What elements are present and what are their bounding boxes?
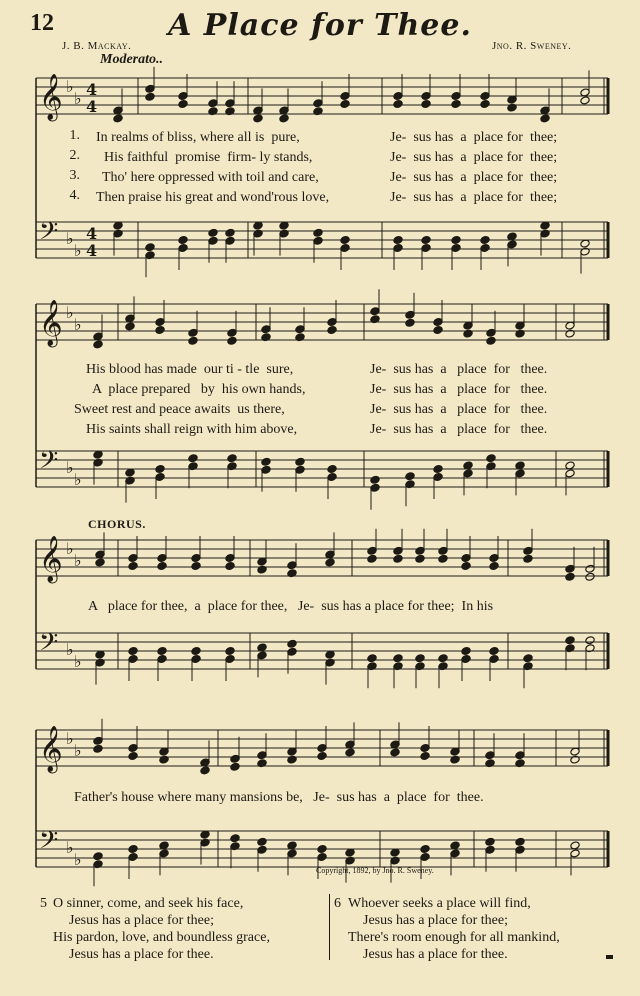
lyricist-credit: J. B. Mackay. bbox=[62, 40, 132, 52]
note-head bbox=[451, 100, 461, 109]
note-head bbox=[125, 322, 135, 331]
note-head bbox=[253, 114, 263, 123]
bass-clef-icon: 𝄢 bbox=[39, 446, 59, 481]
verse-3-second-half: Je- sus has a place for thee; bbox=[390, 170, 558, 185]
note-head bbox=[225, 228, 235, 237]
verse-6-line: Jesus has a place for thee; bbox=[363, 913, 508, 928]
note-head bbox=[191, 562, 201, 571]
verse-1-second-half: Je- sus has a place for thee; bbox=[390, 130, 558, 145]
note-head bbox=[393, 100, 403, 109]
note-head bbox=[317, 845, 327, 854]
note-head bbox=[230, 762, 240, 771]
time-signature: 4 bbox=[86, 80, 98, 99]
note-head bbox=[327, 465, 337, 474]
copyright-notice: Copyright, 1892, by Jno. R. Sweney. bbox=[316, 866, 434, 875]
note-head bbox=[489, 647, 499, 656]
bass-clef-icon: 𝄢 bbox=[39, 826, 59, 861]
note-head bbox=[565, 572, 575, 581]
flat-icon: ♭ bbox=[66, 458, 74, 477]
note-head bbox=[489, 562, 499, 571]
note-head bbox=[327, 326, 337, 335]
note-head bbox=[128, 752, 138, 761]
note-head bbox=[287, 639, 297, 648]
column-divider bbox=[329, 894, 330, 960]
verse-1-line-2-second: Je- sus has a place for thee. bbox=[370, 362, 548, 377]
note-head bbox=[570, 755, 580, 764]
note-head bbox=[390, 848, 400, 857]
note-head bbox=[463, 329, 473, 338]
note-head bbox=[295, 457, 305, 466]
flat-icon: ♭ bbox=[66, 729, 74, 748]
note-head bbox=[191, 647, 201, 656]
verse-2-first-half: His faithful promise firm- ly stands, bbox=[104, 150, 313, 165]
note-head bbox=[261, 457, 271, 466]
note-head bbox=[200, 830, 210, 839]
flat-icon: ♭ bbox=[74, 741, 82, 760]
note-head bbox=[93, 340, 103, 349]
note-head bbox=[415, 654, 425, 663]
verse-number: 6 bbox=[334, 896, 341, 911]
note-head bbox=[128, 647, 138, 656]
note-head bbox=[225, 562, 235, 571]
note-head bbox=[125, 468, 135, 477]
note-head bbox=[93, 744, 103, 753]
note-head bbox=[188, 336, 198, 345]
note-head bbox=[463, 461, 473, 470]
note-head bbox=[208, 228, 218, 237]
note-head bbox=[507, 232, 517, 241]
verse-5-line: Jesus has a place for thee; bbox=[69, 913, 214, 928]
note-head bbox=[393, 554, 403, 563]
note-head bbox=[188, 454, 198, 463]
note-head bbox=[405, 472, 415, 481]
note-head bbox=[178, 100, 188, 109]
note-head bbox=[128, 845, 138, 854]
verse-2-line-2-first: A place prepared by his own hands, bbox=[92, 382, 306, 397]
note-head bbox=[507, 103, 517, 112]
note-head bbox=[461, 647, 471, 656]
flat-icon: ♭ bbox=[74, 89, 82, 108]
page-mark bbox=[606, 955, 613, 959]
verse-6-line: Jesus has a place for thee. bbox=[363, 947, 508, 962]
flat-icon: ♭ bbox=[66, 640, 74, 659]
chorus-lyric-line-1: A place for thee, a place for thee, Je- sus has a place for thee; In his bbox=[88, 599, 494, 614]
flat-icon: ♭ bbox=[74, 241, 82, 260]
flat-icon: ♭ bbox=[66, 838, 74, 857]
note-head bbox=[433, 465, 443, 474]
note-head bbox=[317, 752, 327, 761]
verse-5-line: O sinner, come, and seek his face, bbox=[53, 896, 244, 911]
verse-6-line: There's room enough for all mankind, bbox=[348, 930, 560, 945]
note-head bbox=[279, 221, 289, 230]
note-head bbox=[438, 654, 448, 663]
flat-icon: ♭ bbox=[74, 470, 82, 489]
verse-number: 5 bbox=[40, 896, 47, 911]
time-signature: 4 bbox=[86, 97, 98, 116]
flat-icon: ♭ bbox=[74, 315, 82, 334]
treble-clef-icon: 𝄞 bbox=[39, 300, 63, 346]
flat-icon: ♭ bbox=[74, 850, 82, 869]
note-head bbox=[340, 100, 350, 109]
composer-credit: Jno. R. Sweney. bbox=[492, 40, 572, 52]
chorus-label: CHORUS. bbox=[88, 517, 146, 531]
note-head bbox=[450, 755, 460, 764]
note-head bbox=[287, 841, 297, 850]
note-head bbox=[523, 654, 533, 663]
note-head bbox=[486, 454, 496, 463]
note-head bbox=[565, 329, 575, 338]
note-head bbox=[523, 554, 533, 563]
note-head bbox=[486, 336, 496, 345]
note-head bbox=[287, 755, 297, 764]
note-head bbox=[451, 236, 461, 245]
note-head bbox=[420, 845, 430, 854]
note-head bbox=[178, 236, 188, 245]
note-head bbox=[113, 221, 123, 230]
page-number: 12 bbox=[30, 10, 54, 36]
verse-5-line: His pardon, love, and boundless grace, bbox=[53, 930, 270, 945]
verse-4-second-half: Je- sus has a place for thee; bbox=[390, 190, 558, 205]
flat-icon: ♭ bbox=[66, 303, 74, 322]
note-head bbox=[405, 318, 415, 327]
verse-1-line-2-first: His blood has made our ti - tle sure, bbox=[86, 362, 294, 377]
note-head bbox=[438, 554, 448, 563]
note-head bbox=[393, 654, 403, 663]
note-head bbox=[325, 558, 335, 567]
note-head bbox=[480, 236, 490, 245]
note-head bbox=[157, 562, 167, 571]
note-head bbox=[93, 450, 103, 459]
note-head bbox=[480, 100, 490, 109]
note-head bbox=[485, 837, 495, 846]
note-head bbox=[565, 461, 575, 470]
note-head bbox=[157, 647, 167, 656]
note-head bbox=[200, 766, 210, 775]
note-head bbox=[421, 100, 431, 109]
note-head bbox=[370, 475, 380, 484]
note-head bbox=[155, 326, 165, 335]
note-head bbox=[570, 841, 580, 850]
verse-3-line-2-second: Je- sus has a place for thee. bbox=[370, 402, 548, 417]
flat-icon: ♭ bbox=[66, 229, 74, 248]
note-head bbox=[227, 454, 237, 463]
note-head bbox=[95, 650, 105, 659]
note-head bbox=[367, 554, 377, 563]
note-head bbox=[367, 654, 377, 663]
note-head bbox=[253, 221, 263, 230]
note-head bbox=[390, 748, 400, 757]
verse-5-line: Jesus has a place for thee. bbox=[69, 947, 214, 962]
treble-clef-icon: 𝄞 bbox=[39, 74, 63, 120]
tempo-marking: Moderato.. bbox=[100, 52, 163, 67]
treble-clef-icon: 𝄞 bbox=[39, 536, 63, 582]
note-head bbox=[145, 243, 155, 252]
flat-icon: ♭ bbox=[66, 539, 74, 558]
bass-clef-icon: 𝄢 bbox=[39, 217, 59, 252]
verse-4-first-half: Then praise his great and wond'rous love, bbox=[96, 190, 330, 205]
verse-number: 1. bbox=[69, 128, 80, 143]
verse-2-second-half: Je- sus has a place for thee; bbox=[390, 150, 558, 165]
bass-clef-icon: 𝄢 bbox=[39, 628, 59, 663]
note-head bbox=[540, 114, 550, 123]
note-head bbox=[340, 236, 350, 245]
note-head bbox=[257, 643, 267, 652]
note-head bbox=[345, 848, 355, 857]
note-head bbox=[155, 465, 165, 474]
note-head bbox=[580, 239, 590, 248]
chorus-lyric-line-2: Father's house where many mansions be, Je- sus has a place for thee. bbox=[74, 790, 484, 805]
verse-number: 3. bbox=[69, 168, 80, 183]
note-head bbox=[345, 748, 355, 757]
note-head bbox=[128, 562, 138, 571]
note-head bbox=[540, 221, 550, 230]
treble-clef-icon: 𝄞 bbox=[39, 726, 63, 772]
note-head bbox=[225, 647, 235, 656]
note-head bbox=[585, 636, 595, 645]
flat-icon: ♭ bbox=[74, 652, 82, 671]
note-head bbox=[159, 755, 169, 764]
verse-number: 4. bbox=[69, 188, 80, 203]
note-head bbox=[515, 837, 525, 846]
note-head bbox=[95, 558, 105, 567]
note-head bbox=[279, 114, 289, 123]
note-head bbox=[585, 572, 595, 581]
note-head bbox=[230, 834, 240, 843]
note-head bbox=[227, 336, 237, 345]
note-head bbox=[461, 562, 471, 571]
hymn-title: A Place for Thee. bbox=[168, 8, 472, 43]
note-head bbox=[433, 326, 443, 335]
flat-icon: ♭ bbox=[74, 551, 82, 570]
note-head bbox=[450, 841, 460, 850]
note-head bbox=[580, 96, 590, 105]
note-head bbox=[257, 837, 267, 846]
flat-icon: ♭ bbox=[66, 77, 74, 96]
note-head bbox=[313, 228, 323, 237]
time-signature: 4 bbox=[86, 241, 98, 260]
note-head bbox=[93, 852, 103, 861]
note-head bbox=[515, 461, 525, 470]
time-signature: 4 bbox=[86, 224, 98, 243]
note-head bbox=[421, 236, 431, 245]
verse-number: 2. bbox=[69, 148, 80, 163]
note-head bbox=[159, 841, 169, 850]
verse-4-line-2-first: His saints shall reign with him above, bbox=[86, 422, 298, 437]
note-head bbox=[415, 554, 425, 563]
note-head bbox=[325, 650, 335, 659]
verse-3-line-2-first: Sweet rest and peace awaits us there, bbox=[74, 402, 285, 417]
note-head bbox=[113, 114, 123, 123]
note-head bbox=[515, 329, 525, 338]
verse-2-line-2-second: Je- sus has a place for thee. bbox=[370, 382, 548, 397]
verse-3-first-half: Tho' here oppressed with toil and care, bbox=[102, 170, 319, 185]
note-head bbox=[565, 636, 575, 645]
note-head bbox=[420, 752, 430, 761]
note-head bbox=[393, 236, 403, 245]
note-head bbox=[257, 565, 267, 574]
verse-1-first-half: In realms of bliss, where all is pure, bbox=[96, 130, 300, 145]
verse-6-line: Whoever seeks a place will find, bbox=[348, 896, 531, 911]
verse-4-line-2-second: Je- sus has a place for thee. bbox=[370, 422, 548, 437]
note-head bbox=[145, 92, 155, 101]
